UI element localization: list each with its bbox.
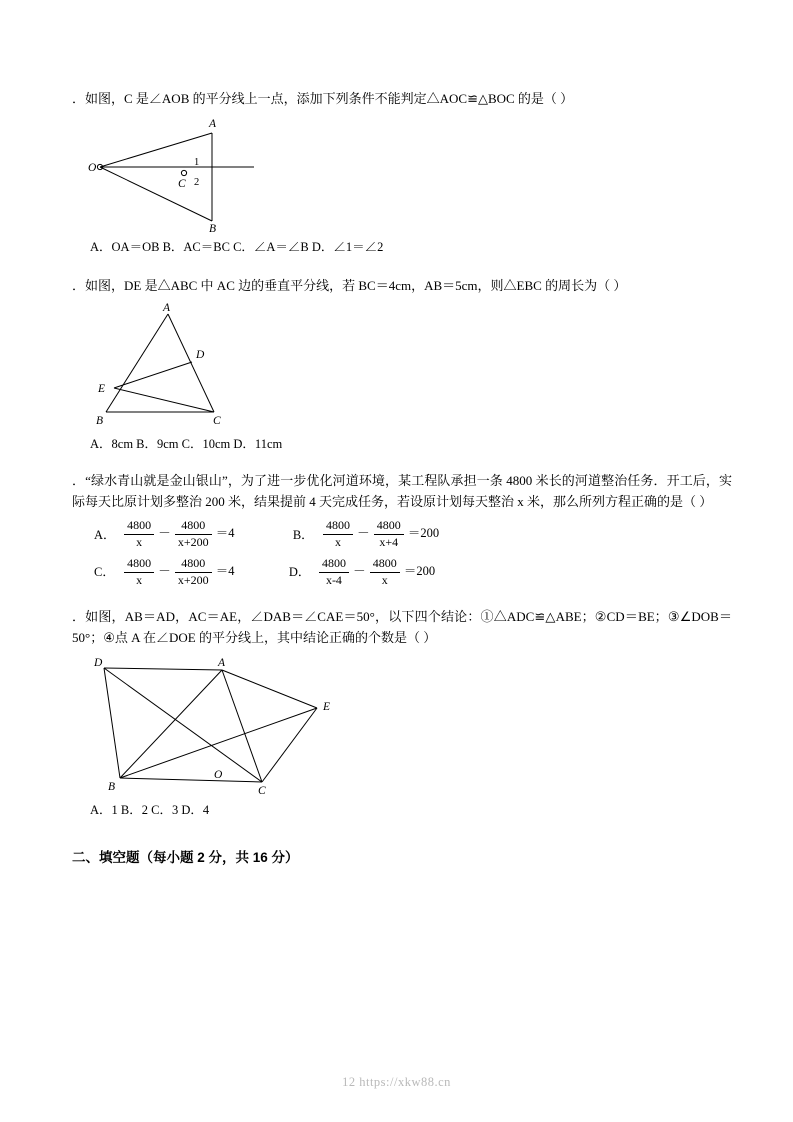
question-9-choice-A-label: A． bbox=[94, 527, 116, 542]
question-8-figure bbox=[72, 302, 732, 430]
figure-8-label-C: C bbox=[213, 415, 221, 427]
question-9-choice-D bbox=[289, 556, 435, 587]
figure-7-label-O: O bbox=[88, 162, 97, 174]
op-a1: － bbox=[158, 526, 171, 541]
frac-a2: $\frac{4800}{x+200}$ bbox=[175, 519, 212, 550]
op-c1: － bbox=[158, 564, 171, 579]
question-8-options: A．8cm B．9cm C．10cm D．11cm bbox=[90, 437, 283, 451]
question-9-choice-C-label: C． bbox=[94, 565, 115, 580]
figure-10-label-D: D bbox=[94, 656, 103, 669]
question-7-text: ．如图，C 是∠AOB 的平分线上一点，添加下列条件不能判定△AOC≌△BOC 的是（ ） bbox=[72, 91, 574, 106]
question-9-choice-C bbox=[94, 556, 235, 587]
frac-d1: $\frac{4800}{x-4}$ bbox=[319, 557, 349, 588]
question-9-choices-row-2 bbox=[72, 556, 732, 588]
question-7-figure bbox=[72, 111, 732, 233]
question-7-options: A．OA＝OB B．AC＝BC C．∠A＝∠B D．∠1＝∠2 bbox=[90, 240, 384, 254]
figure-10-svg bbox=[72, 656, 352, 796]
figure-7-label-angle1: 1 bbox=[194, 157, 200, 168]
op-d1: － bbox=[353, 564, 366, 579]
figure-10-label-E: E bbox=[323, 700, 331, 713]
question-9-choice-D-label: D． bbox=[288, 565, 311, 580]
question-10 bbox=[72, 606, 732, 820]
eq-b: ＝200 bbox=[407, 526, 440, 541]
frac-c2: $\frac{4800}{x+200}$ bbox=[175, 557, 212, 588]
question-8-text: ．如图，DE 是△ABC 中 AC 边的垂直平分线，若 BC＝4cm，AB＝5cm，则△EBC 的周长为（ ） bbox=[72, 278, 627, 293]
figure-10-label-A: A bbox=[218, 656, 226, 669]
question-10-figure bbox=[72, 656, 732, 796]
figure-8-svg bbox=[72, 302, 272, 430]
figure-7-label-C: C bbox=[178, 178, 186, 190]
question-9-choices-row-1 bbox=[72, 518, 732, 550]
question-10-options: A．1 B．2 C．3 D．4 bbox=[90, 802, 210, 817]
figure-10-label-O: O bbox=[214, 768, 223, 781]
frac-c1: $\frac{4800}{x}$ bbox=[124, 557, 154, 588]
frac-b1: $\frac{4800}{x}$ bbox=[323, 519, 353, 550]
figure-8-label-A: A bbox=[163, 302, 171, 314]
figure-8-label-B: B bbox=[96, 415, 104, 427]
op-b1: － bbox=[357, 526, 370, 541]
question-9 bbox=[72, 470, 732, 588]
question-9-text: ．“绿水青山就是金山银山”，为了进一步优化河道环境，某工程队承担一条 4800 米长的河道整治任务．开工后，实际每天比原计划多整治 200 米，结果提前 4 天完成任务，若设原计划每天整治 x 米，那么所列方程正确的是（ ） bbox=[72, 473, 732, 509]
question-8 bbox=[72, 275, 732, 454]
eq-c: ＝4 bbox=[215, 564, 235, 579]
frac-d2: $\frac{4800}{x}$ bbox=[370, 557, 400, 588]
question-9-choice-B-label: B． bbox=[292, 527, 314, 542]
frac-b2: $\frac{4800}{x+4}$ bbox=[374, 519, 404, 550]
eq-d: ＝200 bbox=[403, 564, 436, 579]
section-title-fill-in-blank: 二、填空题（每小题 2 分，共 16 分） bbox=[72, 849, 299, 865]
page-content bbox=[72, 88, 732, 866]
question-10-text: ．如图，AB＝AD，AC＝AE，∠DAB＝∠CAE＝50°，以下四个结论：①△ADC≌△ABE；②CD＝BE；③∠DOB＝50°；④点 A 在∠DOE 的平分线上，其中结论正确的个数是（ ） bbox=[72, 608, 732, 645]
question-9-choice-A bbox=[94, 518, 235, 549]
figure-7-svg bbox=[72, 111, 352, 233]
question-7 bbox=[72, 88, 732, 257]
eq-a: ＝4 bbox=[215, 526, 235, 541]
figure-7-label-A: A bbox=[209, 118, 217, 130]
frac-a1: $\frac{4800}{x}$ bbox=[124, 519, 154, 550]
figure-10-label-C: C bbox=[258, 784, 266, 796]
figure-8-label-E: E bbox=[98, 383, 106, 395]
figure-10-label-B: B bbox=[108, 780, 116, 793]
figure-7-label-B: B bbox=[209, 223, 217, 233]
figure-7-label-angle2: 2 bbox=[194, 177, 200, 188]
question-9-choice-B bbox=[293, 518, 439, 549]
figure-8-label-D: D bbox=[196, 349, 205, 361]
page-footer: 12 https://xkw88.cn bbox=[342, 1075, 451, 1089]
